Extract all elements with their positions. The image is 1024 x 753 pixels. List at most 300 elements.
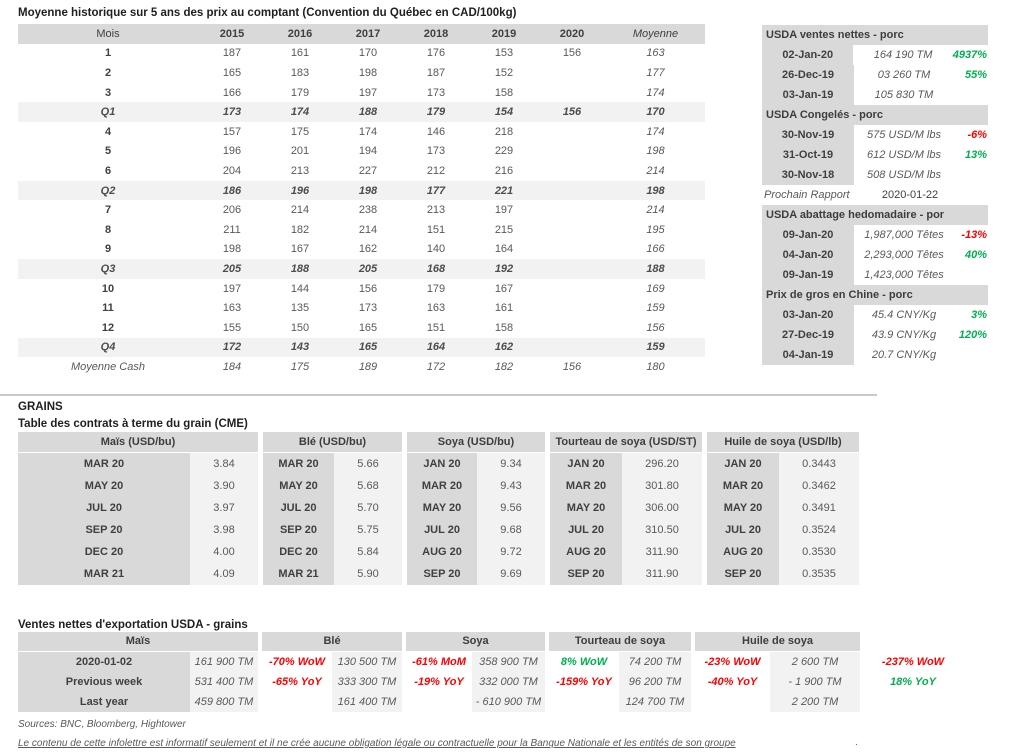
- panel-date-cell: 03-Jan-19: [762, 85, 854, 105]
- spot-cell: 205: [198, 259, 266, 279]
- cme-group-header: Blé (USD/bu): [263, 432, 402, 453]
- panel-date-cell: 02-Jan-20: [762, 45, 853, 65]
- spot-row-q4: [18, 338, 705, 358]
- spot-cell: 165: [334, 338, 402, 358]
- spot-cell: 216: [494, 164, 514, 177]
- cme-group-header: Huile de soya (USD/lb): [707, 432, 859, 453]
- spot-cell: 174: [646, 86, 665, 99]
- spot-cell: 151: [426, 321, 446, 334]
- panel-value-cell: 45.4 CNY/Kg: [871, 309, 937, 321]
- panel-date-cell: 27-Dec-19: [762, 325, 854, 345]
- cme-group: [18, 432, 258, 585]
- cme-row: [707, 475, 859, 497]
- spot-table-title: Moyenne historique sur 5 ans des prix au comptant (Convention du Québec en CAD/100kg): [18, 7, 517, 19]
- cme-row: [18, 563, 258, 585]
- spot-cell: 156: [562, 47, 582, 60]
- cme-price-cell: 0.3530: [779, 541, 859, 563]
- spot-cell: 156: [646, 321, 665, 334]
- spot-header-cell: 2019: [470, 24, 538, 44]
- spot-cell: 215: [494, 223, 514, 236]
- export-pct-cell: -159% YoY: [556, 676, 612, 688]
- spot-cell: 164: [402, 338, 470, 358]
- spot-header-cell: 2015: [198, 24, 266, 44]
- cme-month-cell: JAN 20: [407, 453, 477, 475]
- cme-month-cell: JAN 20: [550, 453, 622, 475]
- next-report-label: Prochain Rapport: [764, 189, 850, 201]
- cme-price-cell: 5.84: [334, 541, 402, 563]
- spot-cell: 214: [646, 204, 665, 217]
- cme-group: [707, 432, 859, 585]
- panel-data-row: [762, 325, 988, 345]
- spot-cell: [538, 220, 606, 240]
- panel-pct-cell: 4937%: [952, 49, 987, 61]
- cme-price-cell: 5.70: [334, 497, 402, 519]
- cme-month-cell: JUL 20: [18, 497, 190, 519]
- spot-row-label: 11: [102, 302, 114, 315]
- spot-row-2: [18, 63, 705, 83]
- export-value-cell: 130 500 TM: [332, 652, 402, 672]
- cme-price-cell: 9.34: [477, 453, 545, 475]
- cme-price-cell: 5.68: [334, 475, 402, 497]
- cme-price-cell: 296.20: [622, 453, 702, 475]
- export-pct-cell: -19% YoY: [414, 676, 464, 688]
- export-value-cell: - 1 900 TM: [770, 672, 860, 692]
- spot-cell: 150: [290, 321, 310, 334]
- spot-cell: 204: [222, 164, 242, 177]
- export-row-label: 2020-01-02: [18, 652, 190, 672]
- cme-month-cell: MAR 20: [407, 475, 477, 497]
- spot-header-row: [18, 24, 705, 44]
- spot-cell: 173: [426, 86, 446, 99]
- spot-cell: 177: [646, 66, 665, 79]
- spot-row-q2: [18, 181, 705, 201]
- export-header-row: [18, 632, 962, 651]
- spot-header-cell: Mois: [18, 24, 198, 44]
- cme-price-cell: 5.90: [334, 563, 402, 585]
- spot-cell: 196: [222, 145, 242, 158]
- panel-data-row: [762, 45, 988, 65]
- spot-cell: 166: [646, 243, 665, 256]
- footer-disclaimer: Le contenu de cette infolettre est informatif seulement et il ne crée aucune obligation légale ou contractuelle pour la Banque Nationale et les entités de son groupe: [18, 738, 736, 749]
- spot-row-moyenne-cash: [18, 357, 705, 377]
- panel-date-cell: 09-Jan-20: [762, 225, 854, 245]
- panel-data-row: [762, 165, 988, 185]
- cme-row: [550, 541, 702, 563]
- spot-cell: 195: [646, 223, 665, 236]
- export-pct-cell: [695, 692, 770, 712]
- spot-cell: [538, 240, 606, 260]
- spot-cell: 172: [426, 360, 446, 373]
- export-value-cell: 2 600 TM: [770, 652, 860, 672]
- panel-section-header: USDA ventes nettes - porc: [762, 25, 988, 45]
- export-data-row: [18, 692, 962, 712]
- spot-cell: 213: [290, 164, 310, 177]
- export-pct-cell: -70% WoW: [268, 656, 326, 668]
- cme-group-header: Tourteau de soya (USD/ST): [550, 432, 702, 453]
- panel-date-cell: 04-Jan-19: [762, 345, 854, 365]
- spot-cell: [538, 63, 606, 83]
- cme-month-cell: SEP 20: [18, 519, 190, 541]
- cme-month-cell: AUG 20: [550, 541, 622, 563]
- cme-row: [18, 475, 258, 497]
- spot-row-label: Q2: [18, 181, 198, 201]
- panel-value-cell: 43.9 CNY/Kg: [871, 329, 937, 341]
- spot-cell: 179: [426, 282, 446, 295]
- cme-row: [707, 519, 859, 541]
- cme-price-cell: 311.90: [622, 541, 702, 563]
- spot-row-q3: [18, 259, 705, 279]
- section-divider: [0, 394, 877, 396]
- spot-row-8: [18, 220, 705, 240]
- cme-month-cell: JAN 20: [707, 453, 779, 475]
- cme-price-cell: 5.75: [334, 519, 402, 541]
- panel-value-cell: 2,293,000 Têtes: [864, 249, 944, 261]
- export-data-row: [18, 672, 962, 692]
- panel-value-cell: 575 USD/M lbs: [867, 129, 941, 141]
- panel-section-header: Prix de gros en Chine - porc: [762, 285, 988, 305]
- spot-cell: 197: [222, 282, 242, 295]
- export-pct-cell: -237% WoW: [881, 656, 945, 668]
- spot-cell: 164: [494, 243, 514, 256]
- panel-value-cell: 612 USD/M lbs: [867, 149, 941, 161]
- export-header-cell: Tourteau de soya: [549, 632, 691, 651]
- spot-cell: 140: [426, 243, 446, 256]
- spot-cell: 212: [426, 164, 446, 177]
- cme-row: [407, 453, 545, 475]
- spot-cell: 211: [223, 223, 241, 236]
- cme-price-cell: 5.66: [334, 453, 402, 475]
- cme-price-cell: 301.80: [622, 475, 702, 497]
- spot-cell: 156: [358, 282, 378, 295]
- spot-cell: 173: [358, 302, 378, 315]
- cme-row: [263, 497, 402, 519]
- cme-price-cell: 9.69: [477, 563, 545, 585]
- cme-price-cell: 310.50: [622, 519, 702, 541]
- spot-cell: 182: [494, 360, 514, 373]
- spot-header-cell: 2018: [402, 24, 470, 44]
- cme-month-cell: MAY 20: [550, 497, 622, 519]
- panel-pct-cell: 120%: [958, 329, 987, 341]
- cme-group-header: Maïs (USD/bu): [18, 432, 258, 453]
- spot-cell: 175: [290, 360, 310, 373]
- spot-cell: 170: [606, 102, 705, 122]
- panel-data-row: [762, 85, 988, 105]
- spot-cell: 188: [606, 259, 705, 279]
- export-value-cell: 124 700 TM: [619, 692, 691, 712]
- spot-cell: [538, 122, 606, 142]
- panel-data-row: [762, 345, 988, 365]
- spot-cell: 186: [198, 181, 266, 201]
- cme-month-cell: JUL 20: [550, 519, 622, 541]
- spot-cell: [538, 279, 606, 299]
- spot-cell: 166: [222, 86, 242, 99]
- spot-row-label: 12: [101, 321, 115, 334]
- spot-cell: 198: [358, 66, 378, 79]
- spot-cell: 157: [222, 125, 242, 138]
- spot-cell: 174: [358, 125, 378, 138]
- spot-cell: 187: [426, 66, 446, 79]
- cme-month-cell: MAR 21: [263, 563, 334, 585]
- cme-row: [407, 475, 545, 497]
- cme-month-cell: MAY 20: [263, 475, 334, 497]
- cme-month-cell: AUG 20: [407, 541, 477, 563]
- export-value-cell: 531 400 TM: [190, 672, 258, 692]
- export-value-cell: 96 200 TM: [619, 672, 691, 692]
- cme-month-cell: DEC 20: [263, 541, 334, 563]
- cme-row: [18, 541, 258, 563]
- spot-cell: [538, 161, 606, 181]
- cme-price-cell: 9.68: [477, 519, 545, 541]
- export-value-cell: 74 200 TM: [619, 652, 691, 672]
- spot-cell: 198: [606, 181, 705, 201]
- spot-row-label: 8: [104, 223, 112, 236]
- cme-price-cell: 9.56: [477, 497, 545, 519]
- spot-cell: 205: [334, 259, 402, 279]
- spot-row-6: [18, 161, 705, 181]
- spot-cell: 176: [426, 47, 446, 60]
- cme-row: [263, 519, 402, 541]
- cme-month-cell: SEP 20: [263, 519, 334, 541]
- cme-month-cell: SEP 20: [550, 563, 622, 585]
- spot-cell: 143: [266, 338, 334, 358]
- export-pct-cell: [864, 692, 962, 712]
- spot-cell: 169: [646, 282, 665, 295]
- cme-month-cell: MAR 20: [18, 453, 190, 475]
- spot-cell: 177: [402, 181, 470, 201]
- panel-value-cell: 164 190 TM: [873, 49, 933, 61]
- spot-cell: 182: [290, 223, 310, 236]
- spot-cell: [538, 181, 606, 201]
- cme-month-cell: MAY 20: [407, 497, 477, 519]
- spot-row-label: 1: [104, 47, 112, 60]
- export-header-cell: Maïs: [18, 632, 258, 651]
- spot-row-7: [18, 200, 705, 220]
- cme-row: [407, 563, 545, 585]
- spot-cell: 167: [290, 243, 310, 256]
- panel-data-row: [762, 245, 988, 265]
- spot-header-cell: 2017: [334, 24, 402, 44]
- cme-group-header: Soya (USD/bu): [407, 432, 545, 453]
- cme-row: [263, 541, 402, 563]
- spot-cell: 188: [334, 102, 402, 122]
- spot-cell: 161: [290, 47, 310, 60]
- cme-price-cell: 0.3535: [779, 563, 859, 585]
- cme-table-title: Table des contrats à terme du grain (CME): [18, 418, 248, 430]
- spot-row-label: 9: [104, 243, 112, 256]
- panel-pct-cell: 55%: [964, 69, 987, 81]
- spot-header-cell: 2020: [538, 24, 606, 44]
- cme-price-cell: 3.98: [190, 519, 258, 541]
- spot-cell: 206: [222, 204, 242, 217]
- cme-price-cell: 4.09: [190, 563, 258, 585]
- export-value-cell: 161 400 TM: [332, 692, 402, 712]
- panel-data-row: [762, 305, 988, 325]
- cme-row: [407, 541, 545, 563]
- export-pct-cell: -65% YoY: [272, 676, 322, 688]
- spot-price-section: [18, 6, 705, 377]
- spot-table-body: [18, 24, 705, 377]
- cme-month-cell: JUL 20: [263, 497, 334, 519]
- cme-row: [550, 475, 702, 497]
- cme-price-cell: 3.97: [190, 497, 258, 519]
- spot-row-q1: [18, 102, 705, 122]
- cme-month-cell: SEP 20: [407, 563, 477, 585]
- panel-pct-cell: -6%: [967, 129, 987, 141]
- cme-price-cell: 0.3524: [779, 519, 859, 541]
- spot-cell: [538, 298, 606, 318]
- footer-trailing-mark: .: [855, 737, 858, 748]
- cme-price-cell: 3.84: [190, 453, 258, 475]
- export-header-cell: Soya: [406, 632, 545, 651]
- grains-heading: GRAINS: [18, 401, 63, 413]
- spot-cell: 238: [358, 204, 378, 217]
- spot-cell: 146: [426, 125, 446, 138]
- spot-header-cell: Moyenne: [606, 24, 705, 44]
- spot-cell: 188: [266, 259, 334, 279]
- spot-cell: 165: [358, 321, 378, 334]
- spot-row-label: 4: [104, 125, 112, 138]
- panel-pct-cell: -13%: [961, 229, 987, 241]
- export-table-title: Ventes nettes d'exportation USDA - grains: [18, 619, 248, 631]
- export-value-cell: - 610 900 TM: [472, 692, 545, 712]
- export-value-cell: 358 900 TM: [472, 652, 545, 672]
- spot-row-5: [18, 142, 705, 162]
- cme-month-cell: MAR 21: [18, 563, 190, 585]
- cme-row: [707, 497, 859, 519]
- panel-data-row: [762, 65, 988, 85]
- panel-value-cell: 508 USD/M lbs: [867, 169, 941, 181]
- cme-month-cell: MAR 20: [707, 475, 779, 497]
- cme-month-cell: DEC 20: [18, 541, 190, 563]
- export-data-row: [18, 652, 962, 672]
- panel-date-cell: 30-Nov-18: [762, 165, 854, 185]
- cme-price-cell: 306.00: [622, 497, 702, 519]
- spot-cell: 198: [646, 145, 665, 158]
- export-row-label: Previous week: [18, 672, 190, 692]
- cme-row: [550, 453, 702, 475]
- panel-pct-cell: 13%: [964, 149, 987, 161]
- cme-row: [707, 453, 859, 475]
- cme-month-cell: SEP 20: [707, 563, 779, 585]
- cme-row: [550, 497, 702, 519]
- spot-cell: 162: [358, 243, 378, 256]
- spot-cell: 165: [222, 66, 242, 79]
- spot-cell: 187: [222, 47, 242, 60]
- spot-cell: 214: [358, 223, 378, 236]
- spot-row-label: Q4: [18, 338, 198, 358]
- cme-row: [550, 519, 702, 541]
- spot-cell: 179: [402, 102, 470, 122]
- export-pct-cell: 8% WoW: [560, 656, 608, 668]
- panel-value-cell: 1,423,000 Têtes: [864, 269, 944, 281]
- spot-cell: 163: [646, 47, 665, 60]
- cme-price-cell: 0.3462: [779, 475, 859, 497]
- spot-cell: 159: [606, 338, 705, 358]
- spot-cell: 153: [494, 47, 514, 60]
- spot-cell: 174: [266, 102, 334, 122]
- panel-value-cell: 20.7 CNY/Kg: [871, 349, 937, 361]
- spot-cell: 214: [646, 164, 665, 177]
- spot-row-label: Q1: [18, 102, 198, 122]
- spot-cell: [538, 200, 606, 220]
- spot-cell: 229: [494, 145, 514, 158]
- export-value-cell: 2 200 TM: [770, 692, 860, 712]
- spot-cell: 159: [646, 302, 665, 315]
- spot-cell: 167: [494, 282, 514, 295]
- export-pct-cell: [406, 692, 472, 712]
- spot-cell: 156: [538, 102, 606, 122]
- spot-row-label: Q3: [18, 259, 198, 279]
- cme-price-cell: 3.90: [190, 475, 258, 497]
- cme-row: [263, 563, 402, 585]
- cme-price-cell: 0.3491: [779, 497, 859, 519]
- spot-row-label: 3: [104, 86, 112, 99]
- spot-cell: 221: [470, 181, 538, 201]
- spot-cell: 163: [426, 302, 446, 315]
- spot-cell: 173: [198, 102, 266, 122]
- cme-row: [550, 563, 702, 585]
- cme-row: [407, 519, 545, 541]
- spot-cell: 197: [494, 204, 514, 217]
- footer-sources: Sources: BNC, Bloomberg, Hightower: [18, 719, 186, 730]
- spot-cell: 179: [290, 86, 310, 99]
- spot-cell: 198: [222, 243, 242, 256]
- spot-row-11: [18, 298, 705, 318]
- panel-value-cell: 03 260 TM: [877, 69, 931, 81]
- export-header-cell: Blé: [262, 632, 402, 651]
- cme-month-cell: MAR 20: [263, 453, 334, 475]
- cme-month-cell: JUL 20: [707, 519, 779, 541]
- export-pct-cell: [549, 692, 619, 712]
- panel-date-cell: 31-Oct-19: [762, 145, 854, 165]
- spot-row-label: 10: [101, 282, 115, 295]
- export-pct-cell: [262, 692, 332, 712]
- export-sales-table: [18, 632, 962, 712]
- spot-cell: 174: [646, 125, 665, 138]
- spot-cell: 135: [290, 302, 310, 315]
- spot-cell: 214: [290, 204, 310, 217]
- spot-row-label: 6: [104, 164, 112, 177]
- export-value-cell: 333 300 TM: [332, 672, 402, 692]
- cme-price-cell: 0.3443: [779, 453, 859, 475]
- export-value-cell: 459 800 TM: [190, 692, 258, 712]
- export-header-blank: [864, 632, 962, 651]
- panel-data-row: [762, 125, 988, 145]
- cme-group: [550, 432, 702, 585]
- spot-cell: [538, 318, 606, 338]
- spot-header-cell: 2016: [266, 24, 334, 44]
- cme-futures-table: [18, 432, 864, 585]
- spot-cell: [538, 142, 606, 162]
- cme-group: [263, 432, 402, 585]
- spot-row-label: 2: [104, 66, 112, 79]
- export-pct-cell: 18% YoY: [890, 676, 936, 688]
- panel-value-cell: 105 830 TM: [874, 89, 934, 101]
- cme-price-cell: 9.72: [477, 541, 545, 563]
- spot-cell: 170: [358, 47, 378, 60]
- spot-cell: 183: [290, 66, 310, 79]
- cme-row: [18, 519, 258, 541]
- spot-cell: [538, 338, 606, 358]
- cme-month-cell: AUG 20: [707, 541, 779, 563]
- spot-row-label: 7: [104, 204, 112, 217]
- cme-row: [263, 453, 402, 475]
- spot-row-10: [18, 279, 705, 299]
- panel-value-cell: 1,987,000 Têtes: [864, 229, 944, 241]
- spot-row-3: [18, 83, 705, 103]
- cme-price-cell: 9.43: [477, 475, 545, 497]
- spot-cell: 192: [470, 259, 538, 279]
